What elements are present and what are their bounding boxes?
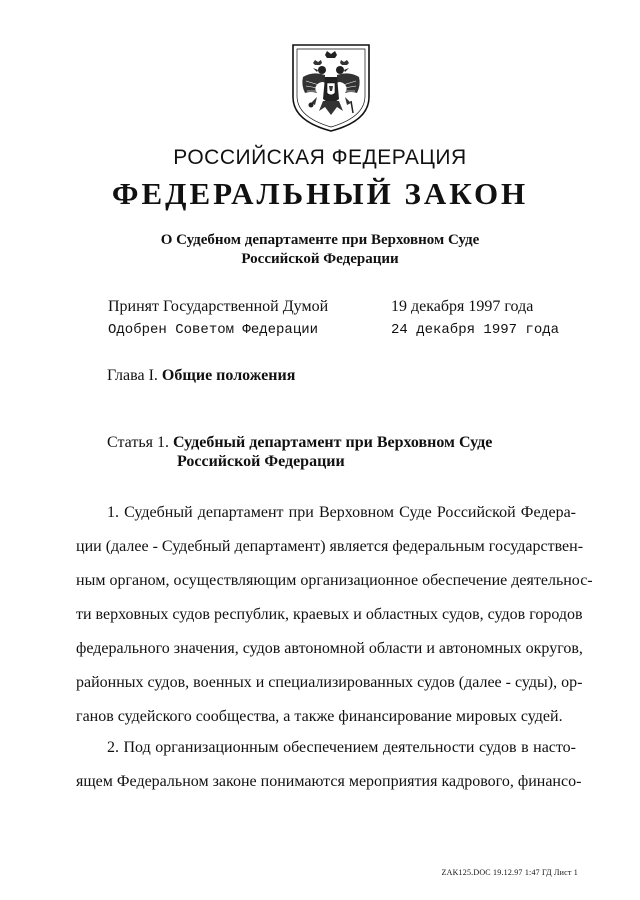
- chapter-prefix: Глава I.: [107, 367, 158, 384]
- text-line: федерального значения, судов автономной области и автономных округов,: [76, 640, 583, 657]
- coat-of-arms-emblem: [289, 41, 373, 135]
- approved-by-council-label: Одобрен Советом Федерации: [108, 322, 319, 338]
- article-paragraph-2: [76, 731, 582, 799]
- article-prefix: Статья 1.: [107, 434, 169, 451]
- article-title-line-1: Судебный департамент при Верховном Суде: [172, 434, 493, 451]
- document-type: ФЕДЕРАЛЬНЫЙ ЗАКОН: [111, 176, 529, 211]
- article-paragraph-1: [76, 496, 593, 734]
- text-line: 2. Под организационным обеспечением деятельности судов в насто-: [107, 739, 576, 756]
- article-title-line-2: Российской Федерации: [177, 453, 345, 470]
- country-name: РОССИЙСКАЯ ФЕДЕРАЦИЯ: [173, 146, 467, 169]
- text-line: ти верховных судов республик, краевых и областных судов, судов городов: [76, 606, 583, 623]
- article-heading: [107, 433, 492, 471]
- adopted-by-duma-date: 19 декабря 1997 года: [391, 298, 534, 315]
- document-title: [0, 231, 640, 269]
- approved-by-council-date: 24 декабря 1997 года: [391, 322, 560, 338]
- text-line: 1. Судебный департамент при Верховном Суде Российской Федера-: [107, 504, 576, 521]
- text-line: ции (далее - Судебный департамент) является федеральным государствен-: [76, 538, 584, 555]
- text-line: районных судов, военных и специализированных судов (далее - суды), ор-: [76, 674, 583, 691]
- chapter-heading: [107, 367, 295, 385]
- text-line: ным органом, осуществляющим организационное обеспечение деятельнос-: [76, 572, 593, 589]
- adopted-by-duma-label: Принят Государственной Думой: [108, 298, 329, 315]
- page-footer: ZAK125.DOC 19.12.97 1:47 ГД Лист 1: [441, 868, 578, 877]
- document-title-line-2: Российской Федерации: [241, 251, 399, 267]
- text-line: ящем Федеральном законе понимаются мероприятия кадрового, финансо-: [76, 773, 582, 790]
- document-title-line-1: О Судебном департаменте при Верховном Суде: [160, 232, 480, 248]
- chapter-title: Общие положения: [161, 367, 296, 384]
- text-line: ганов судейского сообщества, а также финансирование мировых судей.: [76, 708, 563, 725]
